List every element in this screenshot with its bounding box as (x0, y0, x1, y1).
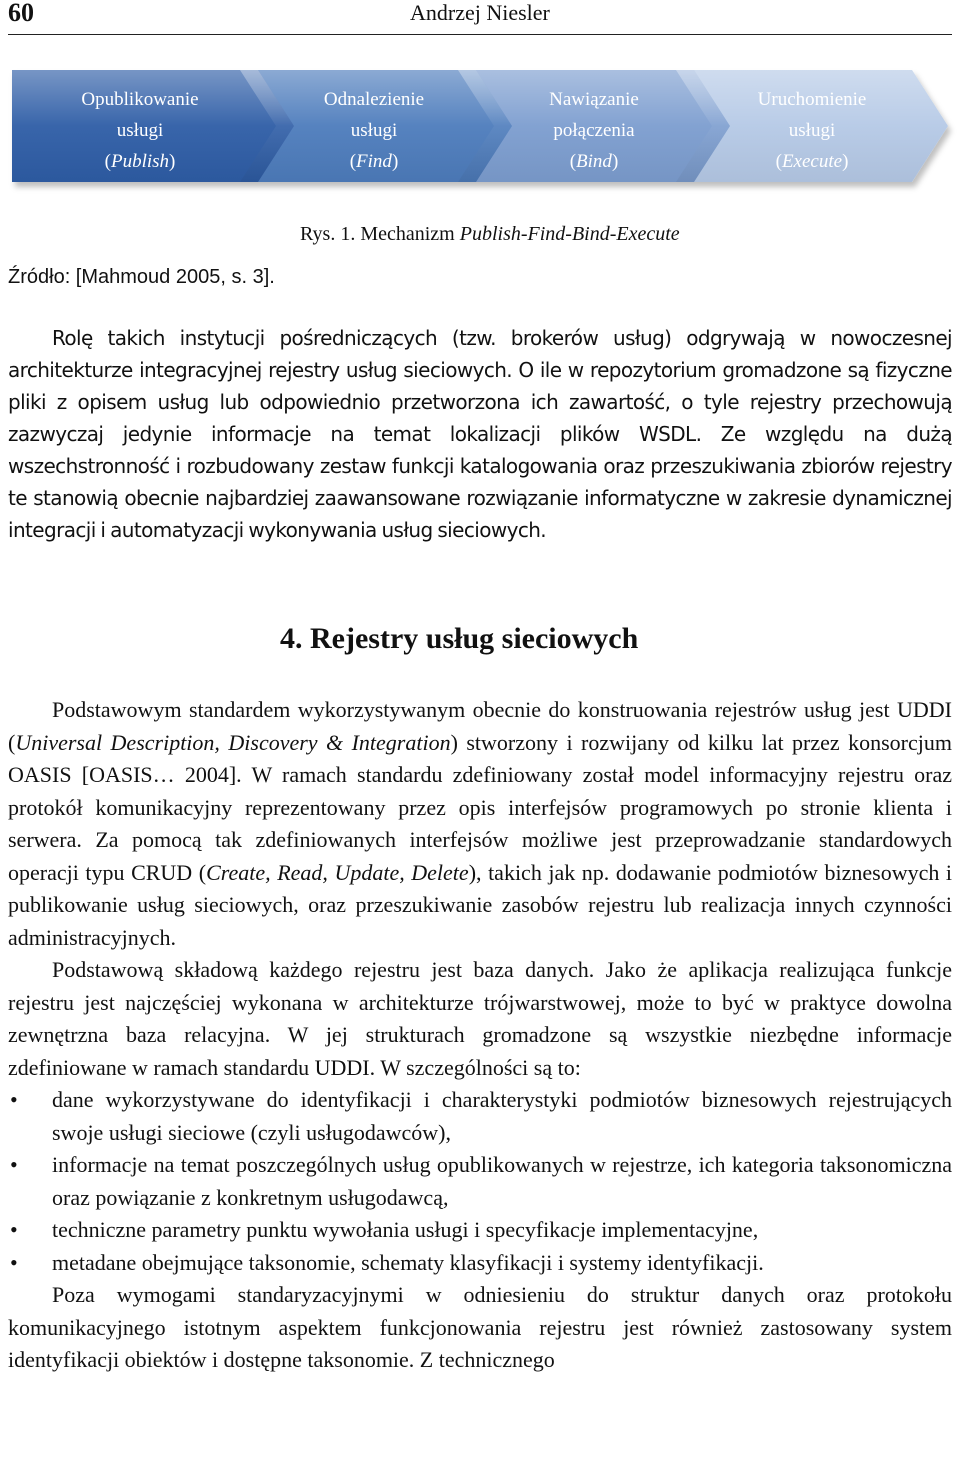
bullet-icon: • (10, 1217, 18, 1242)
step-find-line3: (Find) (349, 151, 399, 172)
list-item: • metadane obejmujące taksonomie, schematy klasyfikacji i systemy identyfikacji. (8, 1247, 952, 1280)
section-body (8, 694, 952, 1377)
list-item: • informacje na temat poszczególnych usług opublikowanych w rejestrze, ich kategoria taksonomiczna oraz powiązanie z konkretnym usługodawcą, (8, 1149, 952, 1214)
step-find-line1: Odnalezienie (323, 89, 425, 110)
step-bind (499, 84, 689, 177)
paragraph-database: Podstawową składową każdego rejestru jest baza danych. Jako że aplikacja realizująca funkcje rejestru jest najczęściej wykonana w architekturze trójwarstwowej, może to być w praktyce dowolna zewnętrzna baza relacyjna. W jej strukturach gromadzone są wszystkie niezbędne informacje zdefiniowane w ramach standardu UDDI. W szczególności są to: (8, 957, 952, 1080)
step-publish-line3: (Publish) (104, 151, 176, 172)
bullet-list (8, 1084, 952, 1279)
step-execute-line1: Uruchomienie (757, 89, 867, 110)
bullet-icon: • (10, 1249, 18, 1275)
header-rule (8, 34, 952, 35)
step-publish-line2: usługi (116, 120, 164, 141)
step-find-line2: usługi (350, 120, 398, 141)
step-execute-line2: usługi (788, 120, 836, 141)
bullet-icon: • (10, 1152, 18, 1177)
step-bind-line2: połączenia (553, 120, 635, 141)
paragraph-uddi: Podstawowym standardem wykorzystywanym obecnie do konstruowania rejestrów usług jest UDDI (Universal Description, Discovery & Integration) stworzony i rozwijany od kilku lat przez konsorcjum OASIS [OASIS… 2004]. W ramach standardu zdefiniowany został model informacyjny rejestru oraz protokół komunikacyjny reprezentowany przez opis interfejsów programowych po stronie klienta i serwera. Za pomocą tak zdefiniowanych interfejsów możliwe jest przeprowadzanie standardowych operacji typu CRUD (Create, Read, Update, Delete), takich jak np. dodawanie podmiotów biznesowych i publikowanie usług sieciowych, oraz przeszukiwanie zasobów rejestru lub realizacja innych czynności administracyjnych. (8, 697, 953, 950)
step-bind-line3: (Bind) (569, 151, 619, 172)
step-execute (717, 84, 907, 177)
list-item: • techniczne parametry punktu wywołania usługi i specyfikacje implementacyjne, (8, 1214, 952, 1247)
caption-prefix: Rys. 1. Mechanizm (300, 223, 460, 245)
paragraph-brokers: Rolę takich instytucji pośredniczących (tzw. brokerów usług) odgrywają w nowoczesnej architekturze integracyjnej rejestry usług sieciowych. O ile w repozytorium gromadzone są fizyczne pliki z opisem usług lub odpowiednio przetworzona ich zawartość, o tyle rejestry przechowują zazwyczaj jedynie informacje na temat lokalizacji plików WSDL. Ze względu na dużą wszechstronność i rozbudowany zestaw funkcji katalogowania oraz przeszukiwania zbiorów rejestry te stanowią obecnie najbardziej zaawansowane rozwiązanie informatyczne w zakresie dynamicznej integracji i automatyzacji wykonywania usług sieciowych. (8, 326, 952, 542)
paragraph-taxonomies: Poza wymogami standaryzacyjnymi w odniesieniu do struktur danych oraz protokołu komunikacyjnego istotnym aspektem funkcjonowania rejestru jest również zastosowany system identyfikacji obiektów i dostępne taksonomie. Z technicznego (8, 1282, 952, 1372)
step-bind-line1: Nawiązanie (549, 89, 639, 110)
running-header-author: Andrzej Niesler (410, 0, 550, 25)
caption-italic: Publish-Find-Bind-Execute (459, 223, 680, 245)
step-execute-line3: (Execute) (775, 151, 849, 172)
section-heading: 4. Rejestry usług sieciowych (280, 622, 639, 655)
bullet-icon: • (10, 1087, 18, 1112)
step-publish-line1: Opublikowanie (81, 89, 199, 110)
figure-source: Źródło: [Mahmoud 2005, s. 3]. (8, 266, 275, 288)
figure-caption (300, 223, 680, 246)
step-publish (45, 84, 235, 177)
list-item: • dane wykorzystywane do identyfikacji i charakterystyki podmiotów biznesowych rejestrujących swoje usługi sieciowe (czyli usługodawców), (8, 1084, 952, 1149)
process-diagram (0, 60, 960, 200)
step-find (279, 84, 469, 177)
page-number: 60 (8, 0, 34, 27)
